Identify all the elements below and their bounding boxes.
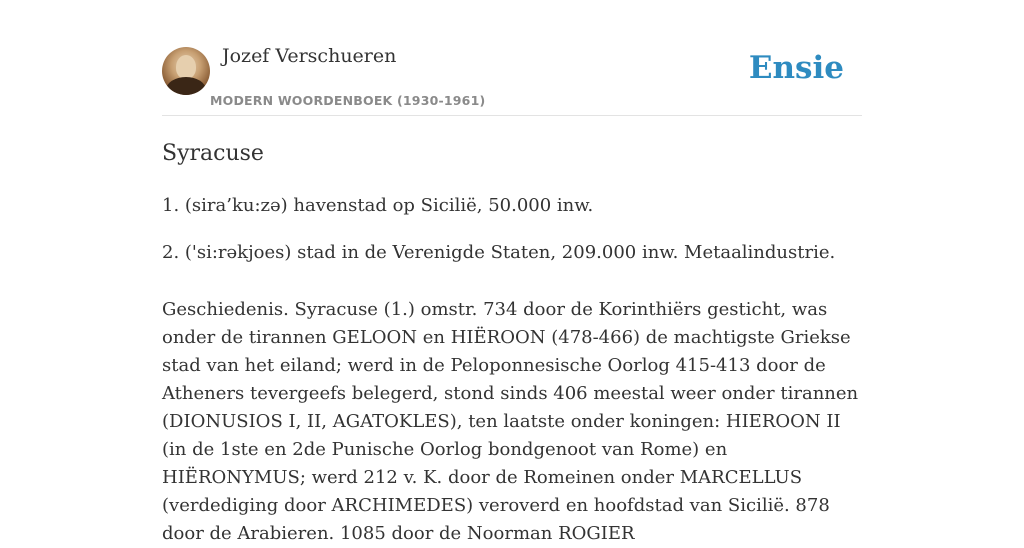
definition-1: 1. (sira’ku:zə) havenstad op Sicilië, 50.000 inw.	[162, 195, 594, 216]
entry-page	[162, 0, 862, 544]
entry-title: Syracuse	[162, 141, 264, 166]
avatar-body	[166, 77, 206, 95]
author-name[interactable]: Jozef Verschueren	[222, 45, 397, 67]
source-label[interactable]: MODERN WOORDENBOEK (1930-1961)	[210, 93, 486, 108]
avatar-head	[176, 55, 196, 79]
definition-2: 2. ('si:rəkjoes) stad in de Verenigde Staten, 209.000 inw. Metaalindustrie.	[162, 242, 836, 263]
author-avatar[interactable]	[162, 47, 210, 95]
header-divider	[162, 115, 862, 116]
history-paragraph: Geschiedenis. Syracuse (1.) omstr. 734 door de Korinthiërs gesticht, was onder de tirannen GELOON en HIËROON (478-466) de machtigste Griekse stad van het eiland; werd in de Peloponnesische Oorlog 415-413 door de Atheners tevergeefs belegerd, stond sinds 406 meestal weer onder tirannen (DIONUSIOS I, II, AGATOKLES), ten laatste onder koningen: HIEROON II (in de 1ste en 2de Punische Oorlog bondgenoot van Rome) en HIËRONYMUS; werd 212 v. K. door de Romeinen onder MARCELLUS (verdediging door ARCHIMEDES) veroverd en hoofdstad van Sicilië. 878 door de Arabieren. 1085 door de Noorman ROGIER	[162, 299, 859, 544]
ensie-logo[interactable]: Ensie	[748, 50, 844, 86]
